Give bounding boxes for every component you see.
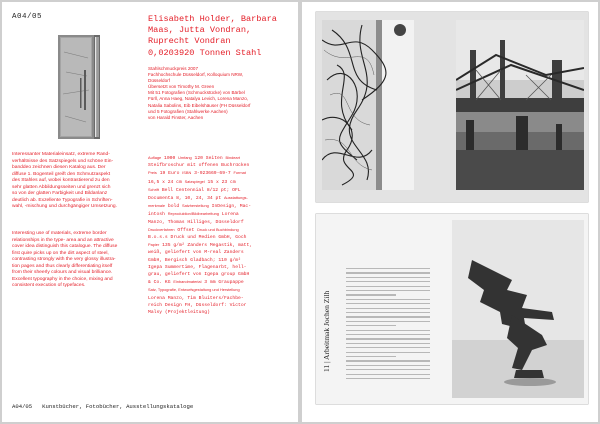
spec-value: InDesign, Mac- [208,204,252,210]
german-line: banddeo zeichnen diesen Katalog aus. Der [12,165,106,171]
english-description [12,231,138,290]
greeked-text-line [346,325,396,326]
greeked-text-line [346,299,430,300]
spec-value: Manzo, Thomas Hilliges, Düsseldorf [148,219,244,225]
info-line: Stahlschmuckpreis 2007 [148,66,199,71]
spec-label: Bindeart [225,155,240,160]
right-page [302,2,598,422]
top-spread-photo [316,12,588,202]
spine-title-text: 11 | Arbeitmak Jochen Zilh [322,290,331,372]
spec-line [148,302,296,309]
spec-line [148,286,296,294]
spec-label: Satzspiegel [184,178,205,184]
german-line: verhältnisse des Satzspiegels und schöne Ein- [12,158,114,164]
greeked-text-line [346,352,430,353]
info-line: Fachhochschule Düsseldorf, Kolloquium NRW, [148,72,244,78]
info-line: und 5 Fotografien (Stahlwerke Aachen) [148,108,228,114]
spec-label: Satz, Typografie, Entwurfsgestaltung und Herstellung [148,287,240,293]
english-line: consistent execution of typefaces. [12,283,86,289]
spec-value: Malsy (Projektleitung) [148,310,210,316]
spec-line [148,309,296,316]
english-line: Interesting use of materials, extreme border [12,231,107,236]
spec-line [148,162,296,169]
spec-line [148,249,296,256]
spec-label: Druck und Buchbindung [197,226,239,232]
spec-value: grau, geliefert von Igepa group GmbH [148,272,250,278]
greeked-text-line [346,312,430,313]
spec-label: Format [233,170,246,176]
greeked-text-line [346,316,430,317]
spec-label: Preis [148,170,157,176]
spec-line [148,169,296,177]
spec-label: Umfang [178,155,192,160]
steel-mill-photo [456,20,584,190]
greeked-text-line [346,356,396,357]
left-page [2,2,298,422]
spec-line [148,202,296,210]
book-heading [148,14,298,59]
info-line: Fürll, Anna Haeg, Natalya Levich, Lorena Manzo, [148,96,249,102]
spec-value: 3 mm Graupappe [201,280,244,286]
spec-line [148,186,296,194]
article-body-text [346,268,430,388]
steel-detail-photo [322,20,414,190]
spec-line [148,219,296,226]
german-description [12,152,138,211]
spec-label: merkmale [148,203,166,209]
book-info [148,66,293,121]
technical-specs [148,154,296,316]
spec-value: Steifbroschur mit offenen Buchrücken [148,163,250,169]
spec-value: 16,5 x 24 cm [148,179,185,185]
info-line: von Harald Finster, Aachen [148,114,204,120]
heading-line: Maas, Jutta Vondran, [148,25,252,36]
greeked-text-line [346,303,430,304]
german-line: diffuse 1. Bogenteil greift den Schmutzaspekt [12,171,111,177]
spec-label: ISBN [182,170,192,176]
greeked-text-line [346,334,430,335]
greeked-text-line [346,321,430,322]
spec-label: Auflage [148,155,162,160]
german-line: des Stahles auf, wobei kontrastierend zu den [12,178,110,184]
spec-line [148,264,296,271]
spec-line [148,210,296,218]
greeked-text-line [346,294,396,295]
spec-value: Offset [174,227,198,233]
heading-line: Elisabeth Holder, Barbara [148,14,277,24]
spec-label: Ausstattungs- [223,195,248,201]
page-code: A04/05 [12,13,43,21]
spec-label: Satzherstellung [181,203,209,209]
spec-line [148,226,296,234]
info-line: Mit 51 Fotografien (Schmuckstücke) von Bärbel [148,90,245,96]
spec-line [148,295,296,302]
english-line: relationships in the type- area and an attractive [12,237,114,243]
english-line: Excellent typography in the choice, mixing and [12,276,113,282]
spec-label: Druckverfahren [148,226,175,232]
spec-value: & Co. KG [148,280,174,286]
greeked-text-line [346,347,430,348]
info-line: Düsseldorf [148,78,170,84]
german-line: Interessanter Materialeinsatz, extreme Rand- [12,152,110,157]
english-line: first quire picks up on the dirt aspect of steel, [12,250,109,256]
greeked-text-line [346,374,430,375]
spec-value: intosh [148,212,168,218]
spec-line [148,271,296,278]
heading-line: 0,0203920 Tonnen Stahl [148,47,262,58]
spec-line [148,178,296,186]
spec-value: Igepa Summertime, Flagenarbt, hell- [148,264,247,270]
info-line: Natalia Sabolins, Eib Eibelshäuser (FH Düsseldorf [148,102,251,108]
german-line: so von der glatten Farbigkeit und Bildanlanz [12,191,108,197]
spec-value: 1000 [161,156,179,161]
spec-label: Schrift [148,186,160,192]
german-line: wahl, -mischung und durchgängiger Umsetzung. [12,204,117,210]
german-line: deutlich ab. Exzellente Typografie in Schriften- [12,197,113,203]
spec-value: Lorena [218,212,239,218]
greeked-text-line [346,343,430,344]
spec-value: Bell Centennial 8/12 pt; OFL [159,187,241,193]
spec-line [148,241,296,249]
spec-label: Einbandmaterial [173,279,202,285]
sculpture-photo [452,220,584,398]
spec-value: 135 g/m² Zanders Megastik, matt, [159,243,253,249]
footer-section: Kunstbücher, Fotobücher, Ausstellungskataloge [42,403,194,410]
greeked-text-line [346,369,430,370]
greeked-text-line [346,290,430,291]
info-line: Übersetzt von Timothy M. Green [148,84,215,90]
german-line: sehr glatten Abbildungsseiten und grenzt sich [12,184,111,190]
spec-line [148,257,296,264]
spec-line [148,154,296,162]
spec-line [148,278,296,286]
spec-label: Papier [148,242,160,248]
english-line: tion pages and thus clearly differentiating itself [12,263,113,269]
footer-code: A04/05 [12,403,33,410]
greeked-text-line [346,277,430,278]
greeked-text-line [346,338,430,339]
greeked-text-line [346,308,430,309]
spec-value: B.o.s.s Druck und Medien GmbH, Goch [148,235,247,241]
spec-line [148,234,296,241]
greeked-text-line [346,378,430,379]
spec-value: 19 Euro [156,171,183,177]
greeked-text-line [346,268,430,269]
spec-label: Reproduktion/Bildbearbeitung [167,211,219,217]
greeked-text-line [346,281,430,282]
spec-line [148,194,296,202]
page-footer [12,403,193,410]
spec-value: Documenta 8, 10, 24, 34 pt [148,196,224,202]
greeked-text-line [346,365,430,366]
greeked-text-line [346,330,430,331]
spec-value: reich Design FH, Düsseldorf: Victor [148,302,247,308]
greeked-text-line [346,272,430,273]
spec-value: GmbH, Bergisch Gladbach; 110 g/m² [148,257,241,263]
english-line: cover idea distinguish this catalogue. The diffuse [12,244,118,250]
spine-title [322,264,332,374]
spec-value: Lorena Manzo, Tim Bluiters/Fachbe- [148,295,244,301]
spec-value: bold [165,204,182,210]
book-cover-photo [54,32,104,142]
english-line: contrasting strongly with the very glossy illustra- [12,257,116,263]
heading-line: Ruprecht Vondran [148,36,231,47]
spec-value: 15 x 23 cm [204,179,236,185]
greeked-text-line [346,286,430,287]
spec-value: weiß, geliefert von M-real Zanders [148,250,244,256]
spec-value: 120 Seiten [191,156,226,161]
english-line: from their sheerly colours and visual brilliance. [12,270,113,276]
greeked-text-line [346,360,430,361]
spec-value: 3-923669-69-7 [191,171,234,177]
